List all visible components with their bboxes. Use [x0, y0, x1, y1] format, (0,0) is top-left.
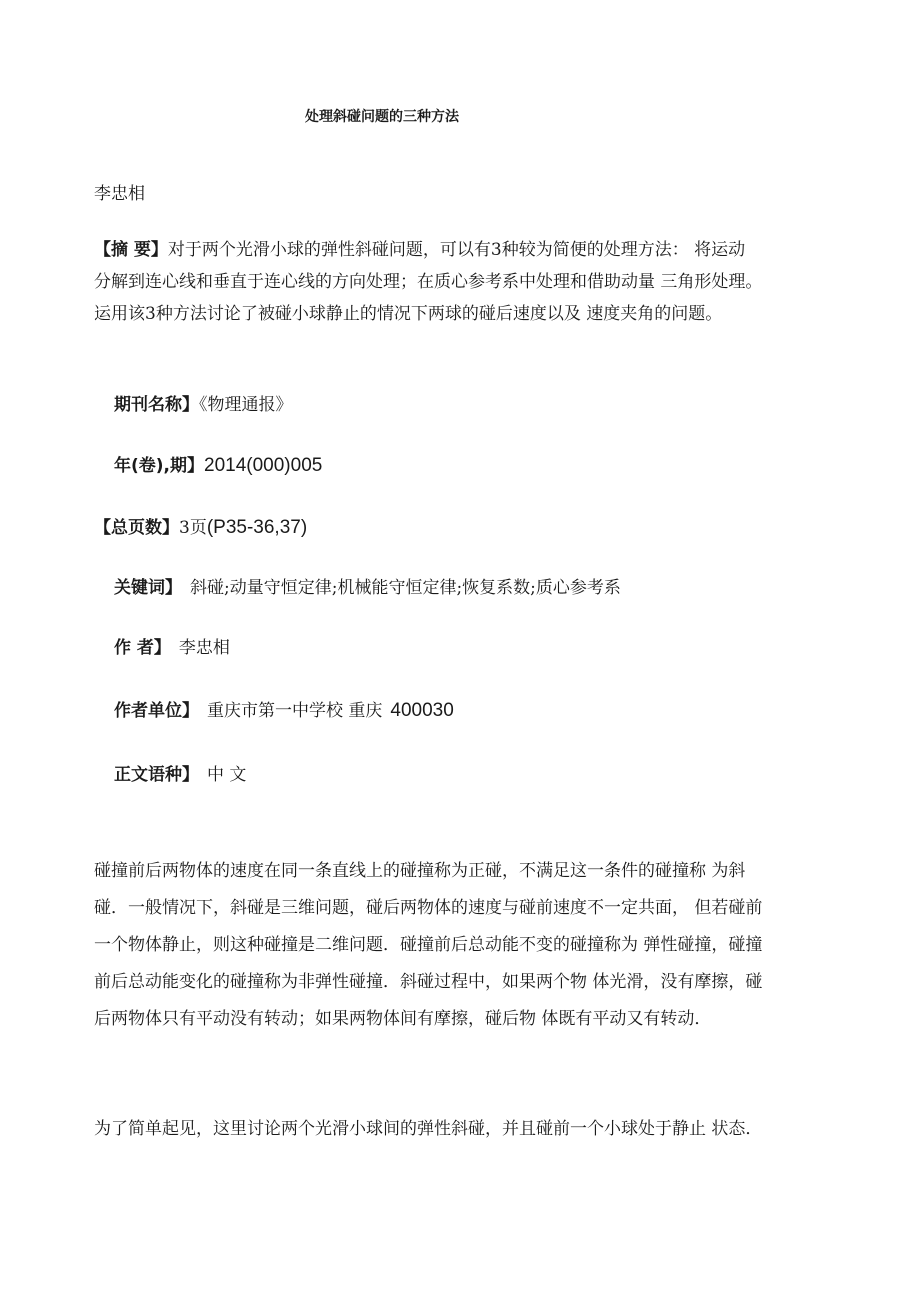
- paragraph-line: 后两物体只有平动没有转动；如果两物体间有摩擦，碰后物 体既有平动又有转动．: [94, 1009, 712, 1029]
- affiliation-label: 作者单位】: [114, 701, 199, 721]
- paragraph-line: 为了简单起见，这里讨论两个光滑小球间的弹性斜碰，并且碰前一个小球处于静止 状态．: [94, 1119, 763, 1139]
- year-value: 2014(000)005: [204, 455, 323, 476]
- abstract-line: 运用该3种方法讨论了被碰小球静止的情况下两球的碰后速度以及 速度夹角的问题。: [94, 304, 723, 324]
- year-issue-row: [114, 451, 322, 477]
- abstract-text: 对于两个光滑小球的弹性斜碰问题，可以有3种较为简便的处理方法： 将运动: [167, 240, 746, 260]
- author-name: 李忠相: [94, 184, 145, 204]
- affiliation-row: [114, 696, 454, 722]
- paragraph-line: 一个物体静止，则这种碰撞是二维问题．碰撞前后总动能不变的碰撞称为 弹性碰撞，碰撞: [94, 935, 763, 955]
- page-count-row: [94, 513, 307, 539]
- keywords-label: 关键词】: [114, 578, 182, 598]
- language-row: [114, 760, 246, 785]
- pages-range: (P35-36,37): [206, 517, 308, 538]
- keywords-row: [114, 573, 621, 598]
- paragraph-line: 前后总动能变化的碰撞称为非弹性碰撞．斜碰过程中，如果两个物 体光滑，没有摩擦，碰: [94, 972, 763, 992]
- year-label: 年(卷),期】: [114, 456, 204, 476]
- journal-label: 期刊名称】: [114, 395, 199, 415]
- journal-value: 《物理通报》: [199, 395, 293, 415]
- abstract-line: 分解到连心线和垂直于连心线的方向处理；在质心参考系中处理和借助动量 三角形处理。: [94, 272, 763, 292]
- document-title: 处理斜碰问题的三种方法: [305, 109, 459, 125]
- authors-value: 李忠相: [178, 638, 230, 658]
- affiliation-value: 重庆市第一中学校 重庆: [207, 701, 383, 721]
- body-paragraph-1: [94, 853, 834, 1038]
- authors-label: 作 者】: [114, 638, 171, 658]
- body-paragraph-2: [94, 1111, 834, 1148]
- abstract-label: 【摘 要】: [94, 240, 168, 260]
- pages-label: 【总页数】: [94, 518, 179, 538]
- language-value: 中 文: [207, 765, 247, 785]
- journal-name-row: [114, 390, 293, 415]
- affiliation-zip: 400030: [390, 700, 454, 721]
- abstract-block: [94, 234, 834, 330]
- keywords-value: 斜碰;动量守恒定律;机械能守恒定律;恢复系数;质心参考系: [190, 578, 621, 598]
- authors-row: [114, 633, 230, 658]
- language-label: 正文语种】: [114, 765, 199, 785]
- pages-count: 3页: [179, 518, 207, 538]
- paragraph-line: 碰．一般情况下，斜碰是三维问题，碰后两物体的速度与碰前速度不一定共面， 但若碰前: [94, 898, 763, 918]
- abstract-line: [94, 234, 834, 266]
- paragraph-line: 碰撞前后两物体的速度在同一条直线上的碰撞称为正碰，不满足这一条件的碰撞称 为斜: [94, 861, 746, 881]
